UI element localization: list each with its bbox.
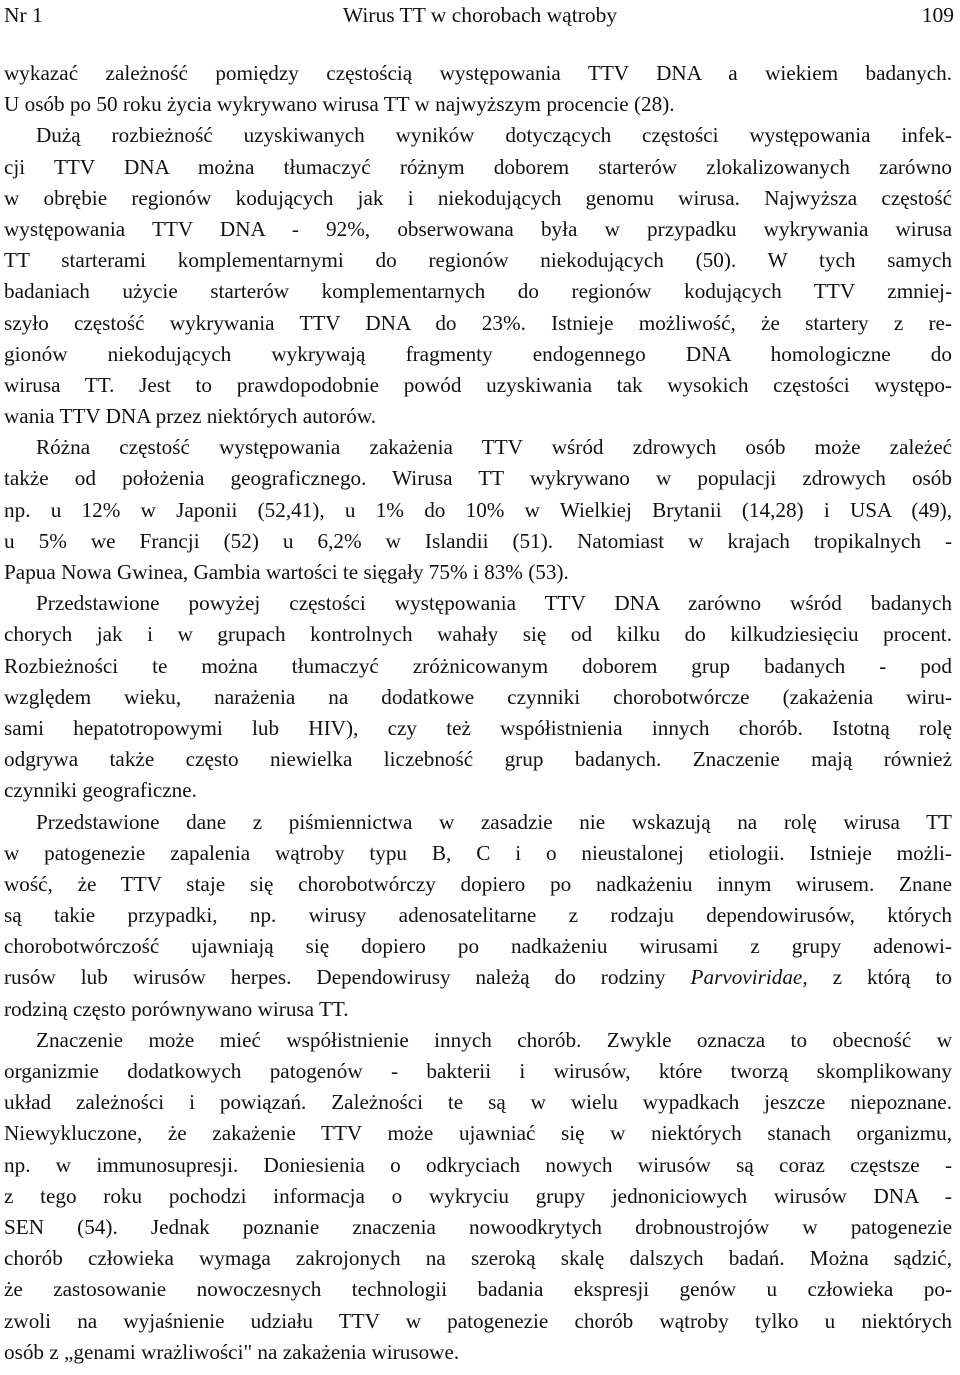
text-line-content: układ zależności i powiązań. Zależności te są w wielu wypadkach jeszcze niepoznane. (4, 1090, 952, 1115)
text-line-content: sami hepatotropowymi lub HIV), czy też współistnienia innych chorób. Istotną rolę (4, 715, 952, 740)
text-line-content: Przedstawione dane z piśmiennictwa w zasadzie nie wskazują na rolę wirusa TT (36, 809, 952, 834)
text-line (4, 308, 952, 339)
text-line-content: względem wieku, narażenia na dodatkowe czynniki chorobotwórcze (zakażenia wiru- (4, 684, 952, 709)
text-line-content: U osób po 50 roku życia wykrywano wirusa TT w najwyższym procencie (28). (4, 92, 675, 117)
text-line (4, 1025, 952, 1056)
text-line (4, 775, 952, 806)
taxon-name: Parvoviridae, (690, 965, 808, 990)
text-line (4, 1212, 952, 1243)
text-line (4, 807, 952, 838)
text-line-content: osób z „genami wrażliwości" na zakażenia wirusowe. (4, 1339, 460, 1364)
text-line (4, 557, 952, 588)
text-line-continuation: z którą to (807, 965, 953, 990)
text-line (4, 1150, 952, 1181)
text-line-content: np. u 12% w Japonii (52,41), u 1% do 10% w Wielkiej Brytanii (14,28) i USA (49), (4, 497, 952, 522)
text-line (4, 1243, 952, 1274)
text-line-content: u 5% we Francji (52) u 6,2% w Islandii (51). Natomiast w krajach tropikalnych - (4, 528, 952, 553)
text-line (4, 58, 952, 89)
text-line-content: wania TTV DNA przez niektórych autorów. (4, 404, 377, 429)
text-line (4, 120, 952, 151)
text-line (4, 1118, 952, 1149)
text-line-content: gionów niekodujących wykrywają fragmenty endogennego DNA homologiczne do (4, 341, 952, 366)
running-title: Wirus TT w chorobach wątroby (342, 3, 618, 27)
text-line-content: Niewykluczone, że zakażenie TTV może ujawniać się w niektórych stanach organizmu, (4, 1121, 952, 1146)
text-line (4, 1337, 952, 1368)
text-line (4, 401, 952, 432)
text-line (4, 432, 952, 463)
text-line-content: wykazać zależność pomiędzy częstością występowania TTV DNA a wiekiem badanych. (4, 61, 952, 85)
text-line (4, 838, 952, 869)
text-line-content: SEN (54). Jednak poznanie znaczenia nowoodkrytych drobnoustrojów w patogenezie (4, 1214, 952, 1239)
text-line (4, 152, 952, 183)
text-line-content: chorób człowieka wymaga zakrojonych na szeroką skalę dalszych badań. Można sądzić, (4, 1246, 952, 1271)
text-line-content: że zastosowanie nowoczesnych technologii badania ekspresji genów u człowieka po- (4, 1277, 952, 1302)
text-line-content: np. w immunosupresji. Doniesienia o odkryciach nowych wirusów są coraz częstsze - (4, 1152, 952, 1177)
text-line-content: Papua Nowa Gwinea, Gambia wartości te sięgały 75% i 83% (53). (4, 560, 569, 584)
text-line-content: Rozbieżności te można tłumaczyć zróżnicowanym doborem grup badanych - pod (4, 653, 952, 678)
text-line (4, 463, 952, 494)
text-line-content: cji TTV DNA można tłumaczyć różnym doborem starterów zlokalizowanych zarówno (4, 154, 952, 179)
text-line-content: chorobotwórczość ujawniają się dopiero po nadkażeniu wirusami z grupy adenowi- (4, 934, 952, 959)
text-line-content: szyło częstość wykrywania TTV DNA do 23%. Istnieje możliwość, że startery z re- (4, 310, 952, 335)
text-line-content: Przedstawione powyżej częstości występowania TTV DNA zarówno wśród badanych (36, 591, 952, 616)
text-line (4, 495, 952, 526)
text-line-content: odgrywa także często niewielka liczebność grup badanych. Znaczenie mają również (4, 747, 952, 772)
text-line (4, 276, 952, 307)
text-line (4, 1306, 952, 1337)
text-line (4, 713, 952, 744)
text-line-content: Znaczenie może mieć współistnienie innych chorób. Zwykle oznacza to obecność w (36, 1027, 952, 1052)
text-line-content: są takie przypadki, np. wirusy adenosatelitarne z rodzaju dependowirusów, których (4, 903, 952, 928)
text-line (4, 526, 952, 557)
text-line-content: także od położenia geograficznego. Wirusa TT wykrywano w populacji zdrowych osób (4, 466, 952, 491)
text-line (4, 682, 952, 713)
text-line (4, 214, 952, 245)
text-line (4, 1056, 952, 1087)
text-line (4, 931, 952, 962)
text-line (4, 962, 952, 993)
text-line (4, 588, 952, 619)
text-line (4, 619, 952, 650)
text-line (4, 900, 952, 931)
text-line (4, 89, 952, 120)
text-line-content: w patogenezie zapalenia wątroby typu B, C i o nieustalonej etiologii. Istnieje możli- (4, 840, 952, 865)
text-line-content: badaniach użycie starterów komplementarnych do regionów kodujących TTV zmniej- (4, 279, 952, 304)
text-line-content: z tego roku pochodzi informacja o wykryciu grupy jednoniciowych wirusów DNA - (4, 1183, 952, 1208)
text-line-content: Różna częstość występowania zakażenia TTV wśród zdrowych osób może zależeć (36, 435, 952, 460)
text-line (4, 651, 952, 682)
text-line-content: organizmie dodatkowych patogenów - bakterii i wirusów, które tworzą skomplikowany (4, 1059, 952, 1083)
article-body (4, 58, 952, 1368)
text-line-content: rodziną często porównywano wirusa TT. (4, 996, 349, 1021)
text-line-content: wirusa TT. Jest to prawdopodobnie powód uzyskiwania tak wysokich częstości występo- (4, 372, 952, 397)
text-line-content: zwoli na wyjaśnienie udziału TTV w patogenezie chorób wątroby tylko u niektórych (4, 1308, 952, 1333)
issue-number: Nr 1 (4, 3, 43, 27)
page-number: 109 (921, 3, 954, 27)
text-line-content: czynniki geograficzne. (4, 778, 197, 803)
text-line-content: wość, że TTV staje się chorobotwórczy dopiero po nadkażeniu innym wirusem. Znane (4, 871, 952, 896)
text-line (4, 1087, 952, 1118)
text-line (4, 245, 952, 276)
text-line-content: chorych jak i w grupach kontrolnych wahały się od kilku do kilkudziesięciu procent. (4, 622, 952, 647)
text-line (4, 744, 952, 775)
text-line (4, 370, 952, 401)
text-line (4, 339, 952, 370)
text-line (4, 869, 952, 900)
text-line-content: TT starterami komplementarnymi do regionów niekodujących (50). W tych samych (4, 248, 952, 273)
text-line (4, 994, 952, 1025)
text-line-content: w obrębie regionów kodujących jak i niekodujących genomu wirusa. Najwyższa częstość (4, 185, 952, 210)
text-line (4, 183, 952, 214)
text-line-content: Dużą rozbieżność uzyskiwanych wyników dotyczących częstości występowania infek- (36, 123, 952, 148)
text-line (4, 1181, 952, 1212)
text-line-content: rusów lub wirusów herpes. Dependowirusy należą do rodziny (4, 965, 666, 990)
text-line (4, 1274, 952, 1305)
text-line-content: występowania TTV DNA - 92%, obserwowana była w przypadku wykrywania wirusa (4, 216, 952, 241)
page-header (0, 0, 960, 32)
